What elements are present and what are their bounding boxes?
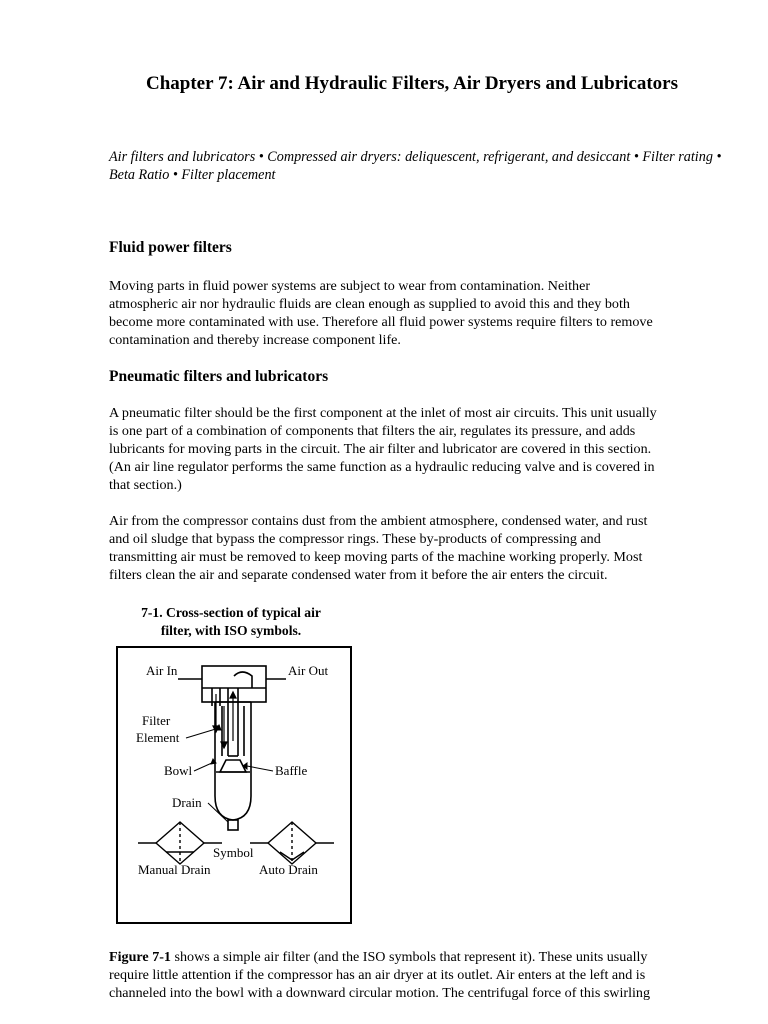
text-line: filters clean the air and separate condensed water from it before the air enters the circuit. (109, 567, 608, 583)
text-line: become more contaminated with use. Therefore all fluid power systems require filters to remove (109, 314, 653, 330)
label-drain: Drain (172, 795, 202, 810)
chapter-topics (109, 148, 729, 184)
paragraph-figure-description (109, 948, 724, 1002)
text-line: channeled into the bowl with a downward circular motion. The centrifugal force of this swirling (109, 985, 651, 1001)
label-element: Element (136, 730, 180, 745)
label-air-out: Air Out (288, 663, 329, 678)
text-line: (An air line regulator performs the same function as a hydraulic reducing valve and is covered in (109, 459, 655, 475)
text-line: Air from the compressor contains dust from the ambient atmosphere, condensed water, and rust (109, 513, 648, 529)
label-baffle: Baffle (275, 763, 308, 778)
label-filter: Filter (142, 713, 171, 728)
section-heading-fluid-power: Fluid power filters (109, 239, 232, 256)
text-line: contamination and thereby increase component life. (109, 332, 401, 348)
text-line: and oil sludge that bypass the compressor rings. These by-products of compressing and (109, 531, 601, 547)
text-line: is one part of a combination of components that filters the air, regulates its pressure, and adds (109, 423, 636, 439)
label-air-in: Air In (146, 663, 178, 678)
figure-caption (118, 604, 344, 640)
label-symbol: Symbol (213, 845, 254, 860)
caption-line: filter, with ISO symbols. (160, 623, 302, 638)
flow-arrows (213, 692, 236, 748)
paragraph-pneumatic-1 (109, 404, 724, 494)
chapter-title: Chapter 7: Air and Hydraulic Filters, Air Dryers and Lubricators (146, 73, 678, 94)
label-auto-drain: Auto Drain (259, 862, 318, 877)
label-bowl: Bowl (164, 763, 193, 778)
iso-symbol-manual-drain (138, 822, 222, 864)
text-line: lubricants for moving parts in the circuit. The air filter and lubricator are covered in this section. (109, 441, 652, 457)
section-heading-pneumatic: Pneumatic filters and lubricators (109, 368, 329, 385)
caption-line: 7-1. Cross-section of typical air (141, 605, 321, 620)
air-filter-svg (116, 646, 352, 924)
paragraph-fluid-power (109, 277, 724, 349)
text-fragment: shows a simple air filter (and the ISO symbols that represent it). These units usually (170, 949, 648, 965)
text-line: transmitting air must be removed to keep moving parts of the machine working properly. Most (109, 549, 643, 565)
topics-line-2: Filter rating • Beta Ratio • Filter placement (109, 149, 722, 183)
label-manual-drain: Manual Drain (138, 862, 211, 877)
figure-reference: Figure 7-1 (109, 949, 171, 965)
text-line: Moving parts in fluid power systems are subject to wear from contamination. Neither (109, 278, 591, 294)
text-line (109, 948, 724, 966)
text-line: that section.) (109, 477, 182, 493)
topics-line-1: Air filters and lubricators • Compressed air dryers: deliquescent, refrigerant, and desiccant • (109, 149, 639, 165)
air-filter-diagram (116, 646, 352, 924)
iso-symbol-auto-drain (250, 822, 334, 864)
text-line: atmospheric air nor hydraulic fluids are clean enough as supplied to avoid this and they both (109, 296, 630, 312)
paragraph-pneumatic-2 (109, 512, 724, 584)
text-line: require little attention if the compressor has an air dryer at its outlet. Air enters at the left and is (109, 967, 646, 983)
text-line: A pneumatic filter should be the first component at the inlet of most air circuits. This unit usually (109, 405, 657, 421)
